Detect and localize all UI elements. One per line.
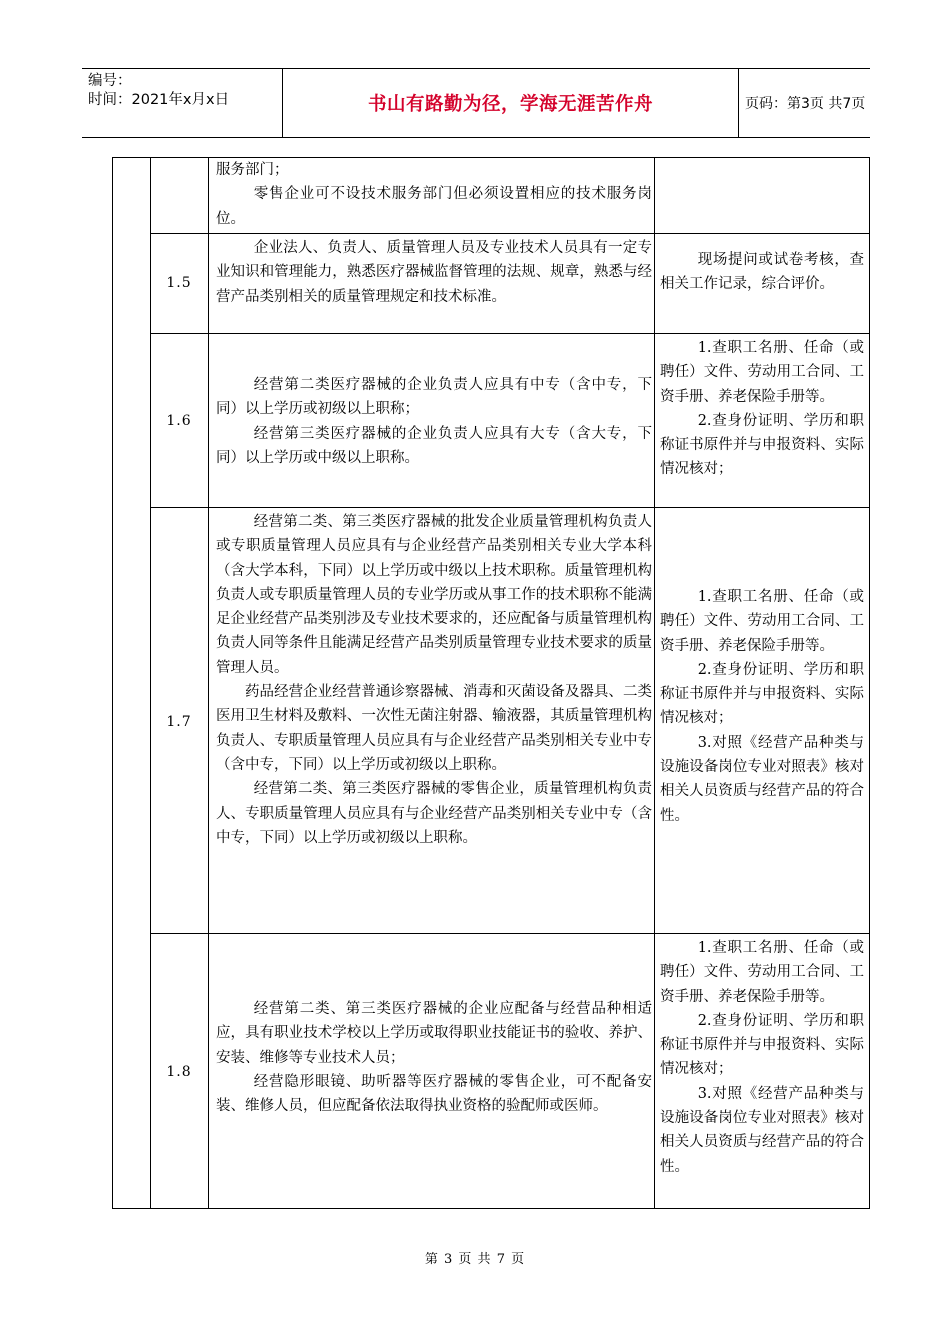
motto-text: 书山有路勤为径，学海无涯苦作舟	[367, 94, 653, 115]
table-rule-category	[150, 157, 151, 1209]
row-number: 1.6	[166, 413, 192, 429]
row-content	[216, 997, 652, 1118]
header-meta	[82, 69, 282, 137]
row-content	[216, 373, 652, 470]
row-number: 1.5	[166, 275, 192, 291]
header-motto-cell	[282, 69, 739, 137]
method-paragraph: 3.对照《经营产品种类与设施设备岗位专业对照表》核对相关人员资质与经营产品的符合性。	[660, 1085, 864, 1175]
row-check-method	[660, 248, 864, 297]
header-page-cell	[737, 69, 870, 137]
row-check-method	[660, 936, 864, 1179]
row-divider	[150, 933, 870, 934]
row-check-method	[660, 336, 864, 482]
content-paragraph: 经营第二类医疗器械的企业负责人应具有中专（含中专，下同）以上学历或初级以上职称；	[216, 377, 652, 418]
method-paragraph: 现场提问或试卷考核，查相关工作记录，综合评价。	[660, 252, 864, 293]
document-date-label: 时间：2021年x月x日	[88, 92, 230, 108]
table-border-right	[869, 157, 870, 1209]
page-header	[82, 68, 870, 138]
row-divider	[150, 233, 870, 234]
table-border-bottom	[112, 1208, 870, 1209]
content-paragraph: 经营第三类医疗器械的企业负责人应具有大专（含大专，下同）以上学历或中级以上职称。	[216, 425, 652, 466]
content-paragraph: 经营第二类、第三类医疗器械的零售企业，质量管理机构负责人、专职质量管理人员应具有与企业经营产品类别相关专业中专（含中专，下同）以上学历或初级以上职称。	[216, 781, 652, 846]
content-paragraph: 服务部门；	[216, 162, 289, 178]
content-paragraph: 企业法人、负责人、质量管理人员及专业技术人员具有一定专业知识和管理能力，熟悉医疗器械监督管理的法规、规章，熟悉与经营产品类别相关的质量管理规定和技术标准。	[216, 240, 652, 305]
table-rule-content	[654, 157, 655, 1209]
method-paragraph: 2.查身份证明、学历和职称证书原件并与申报资料、实际情况核对；	[660, 661, 864, 727]
row-content-continued	[216, 158, 652, 231]
row-divider	[150, 507, 870, 508]
content-paragraph: 经营第二类、第三类医疗器械的企业应配备与经营品种相适应，具有职业技术学校以上学历或取得职业技能证书的验收、养护、安装、维修等专业技术人员；	[216, 1001, 652, 1066]
method-paragraph: 2.查身份证明、学历和职称证书原件并与申报资料、实际情况核对；	[660, 1012, 864, 1078]
method-paragraph: 1.查职工名册、任命（或聘任）文件、劳动用工合同、工资手册、养老保险手册等。	[660, 589, 864, 654]
method-paragraph: 2.查身份证明、学历和职称证书原件并与申报资料、实际情况核对；	[660, 412, 864, 478]
row-number: 1.7	[166, 714, 192, 730]
method-paragraph: 1.查职工名册、任命（或聘任）文件、劳动用工合同、工资手册、养老保险手册等。	[660, 340, 864, 405]
content-paragraph: 药品经营企业经营普通诊察器械、消毒和灭菌设备及器具、二类医用卫生材料及敷料、一次性无菌注射器、输液器，其质量管理机构负责人、专职质量管理人员应具有与企业经营产品类别相关专业中专（含中专，下同）以上学历或初级以上职称。	[216, 684, 652, 773]
table-border-left	[112, 157, 113, 1209]
content-paragraph: 经营隐形眼镜、助听器等医疗器械的零售企业，可不配备安装、维修人员，但应配备依法取得执业资格的验配师或医师。	[216, 1073, 652, 1115]
page-indicator: 页码：第3页 共7页	[745, 96, 866, 112]
row-content	[216, 510, 652, 850]
content-paragraph: 零售企业可不设技术服务部门但必须设置相应的技术服务岗位。	[216, 186, 652, 227]
row-check-method	[660, 585, 864, 828]
table-rule-number	[208, 157, 209, 1209]
requirements-table	[112, 157, 870, 1209]
method-paragraph: 1.查职工名册、任命（或聘任）文件、劳动用工合同、工资手册、养老保险手册等。	[660, 940, 864, 1005]
method-paragraph: 3.对照《经营产品种类与设施设备岗位专业对照表》核对相关人员资质与经营产品的符合性。	[660, 734, 864, 824]
content-paragraph: 经营第二类、第三类医疗器械的批发企业质量管理机构负责人或专职质量管理人员应具有与企业经营产品类别相关专业大学本科（含大学本科，下同）以上学历或中级以上技术职称。质量管理机构负责人或专职质量管理人员的专业学历或从事工作的技术职称不能满足企业经营产品类别涉及专业技术要求的，还应配备与质量管理机构负责人同等条件且能满足经营产品类别质量管理专业技术要求的质量管理人员。	[216, 514, 652, 676]
document-number-label: 编号：	[88, 73, 132, 89]
row-content	[216, 236, 652, 309]
page-footer: 第 3 页 共 7 页	[424, 1252, 526, 1267]
row-divider	[150, 333, 870, 334]
row-number: 1.8	[166, 1064, 192, 1080]
